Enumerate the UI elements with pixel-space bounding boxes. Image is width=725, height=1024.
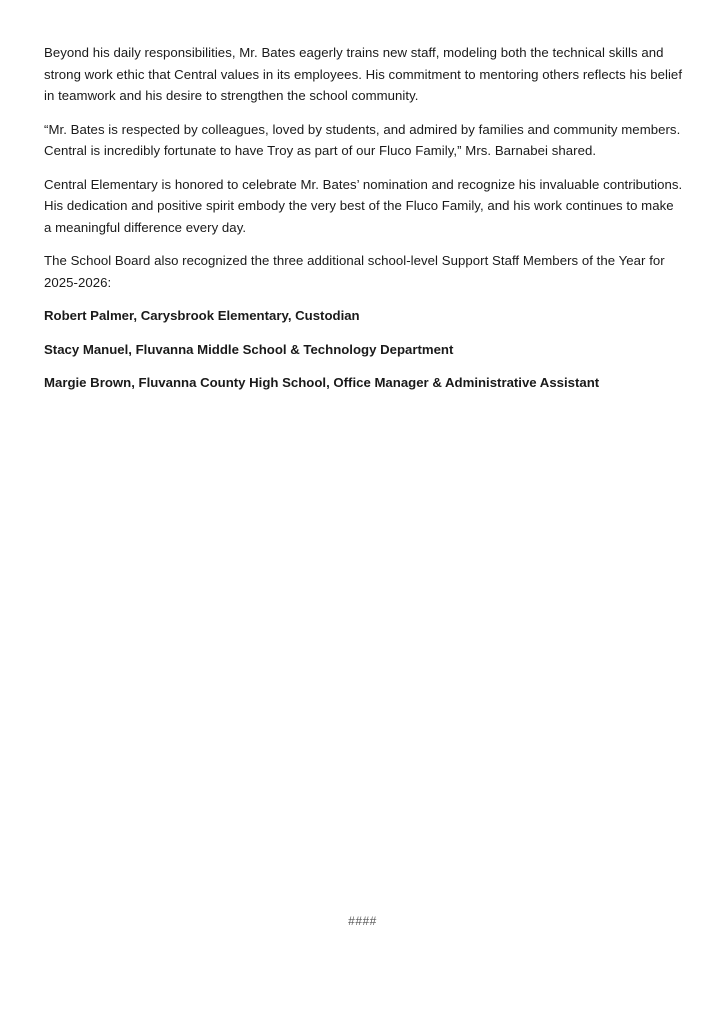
paragraph-quote: “Mr. Bates is respected by colleagues, loved by students, and admired by families and community members. Central is incredibly fortunate to have Troy as part of our Fluco Family,” Mrs. Barnabei shared. — [44, 121, 681, 158]
article-body — [44, 42, 684, 406]
honoree-margie-brown: Margie Brown, Fluvanna County High School, Office Manager & Administrative Assistant — [44, 375, 600, 390]
end-of-release-mark: #### — [348, 914, 377, 928]
honoree-robert-palmer: Robert Palmer, Carysbrook Elementary, Custodian — [44, 308, 360, 323]
honoree-stacy-manuel: Stacy Manuel, Fluvanna Middle School & Technology Department — [44, 341, 454, 357]
paragraph-celebration: Central Elementary is honored to celebrate Mr. Bates’ nomination and recognize his invaluable contributions. His dedication and positive spirit embody the very best of the Fluco Family, and his work continues to make a meaningful difference every day. — [44, 176, 683, 235]
paragraph-mentoring: Beyond his daily responsibilities, Mr. Bates eagerly trains new staff, modeling both the technical skills and strong work ethic that Central values in its employees. His commitment to mentoring others reflects his belief in teamwork and his desire to strengthen the school community. — [44, 45, 683, 103]
paragraph-board-recognition: The School Board also recognized the three additional school-level Support Staff Members of the Year for 2025-2026: — [44, 253, 665, 290]
